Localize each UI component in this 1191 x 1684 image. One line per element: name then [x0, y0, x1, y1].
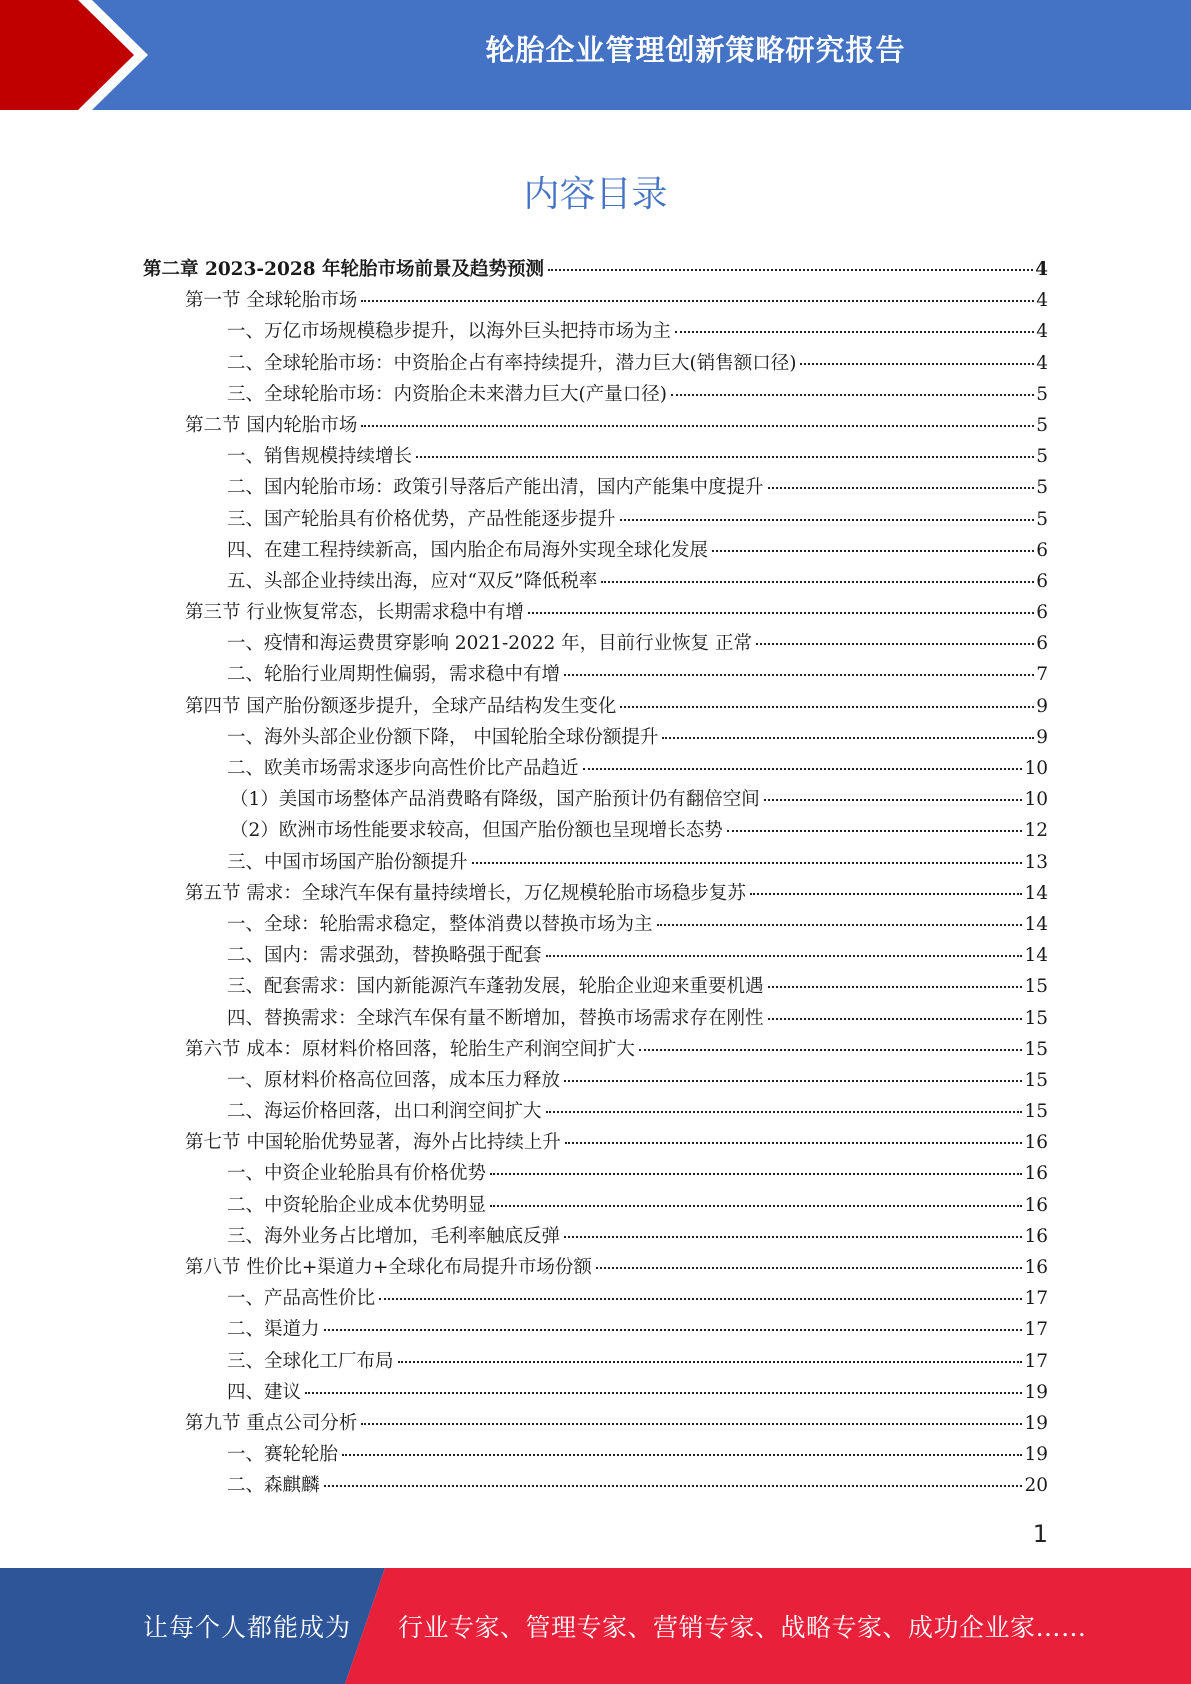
toc-dot-leader	[768, 1018, 1023, 1020]
toc-entry-page: 16	[1024, 1225, 1048, 1247]
toc-entry-page: 10	[1024, 758, 1048, 779]
toc-dot-leader	[662, 737, 1034, 739]
toc-entry-title: 二、欧美市场需求逐步向高性价比产品趋近	[227, 758, 579, 779]
toc-dot-leader	[564, 674, 1034, 676]
toc-entry-page: 17	[1024, 1350, 1048, 1372]
footer-banner	[0, 1568, 1191, 1684]
footer-slogan-left: 让每个人都能成为	[143, 1613, 352, 1642]
toc-entry-title: 第二章 2023-2028 年轮胎市场前景及趋势预测	[143, 259, 545, 280]
toc-dot-leader	[379, 1298, 1022, 1300]
toc-entry-title: 四、替换需求：全球汽车保有量不断增加，替换市场需求存在刚性	[227, 1007, 764, 1029]
toc-entry[interactable]	[143, 1346, 1048, 1377]
toc-entry-page: 16	[1024, 1163, 1048, 1185]
toc-entry-title: 第二节 国内轮胎市场	[185, 414, 358, 436]
toc-dot-leader	[361, 425, 1034, 427]
toc-dot-leader	[416, 456, 1034, 458]
toc-entry-title: 一、赛轮轮胎	[227, 1444, 339, 1466]
toc-entry[interactable]	[143, 566, 1048, 597]
toc-dot-leader	[756, 643, 1034, 645]
toc-dot-leader	[305, 1392, 1022, 1394]
toc-entry[interactable]	[143, 1065, 1048, 1096]
toc-entry-title: 第八节 性价比+渠道力+全球化布局提升市场份额	[185, 1257, 592, 1278]
toc-entry-title: 二、中资轮胎企业成本优势明显	[227, 1194, 487, 1216]
toc-entry-title: 三、全球化工厂布局	[227, 1350, 394, 1372]
toc-entry[interactable]	[143, 1470, 1048, 1501]
table-of-contents	[143, 254, 1048, 1502]
toc-dot-leader	[601, 581, 1034, 583]
toc-entry-page: 9	[1036, 726, 1048, 748]
toc-entry[interactable]	[143, 1127, 1048, 1158]
toc-dot-leader	[712, 550, 1034, 552]
toc-entry-title: 第四节 国产胎份额逐步提升，全球产品结构发生变化	[185, 695, 617, 717]
toc-entry-page: 9	[1036, 695, 1048, 717]
toc-entry[interactable]	[143, 753, 1048, 784]
toc-dot-leader	[546, 1111, 1023, 1113]
toc-entry[interactable]	[143, 815, 1048, 846]
toc-entry[interactable]	[143, 441, 1048, 472]
toc-dot-leader	[398, 1361, 1023, 1363]
toc-dot-leader	[639, 1049, 1023, 1051]
toc-entry-title: 五、头部企业持续出海，应对“双反”降低税率	[227, 570, 598, 592]
toc-entry-title: 二、海运价格回落，出口利润空间扩大	[227, 1101, 542, 1123]
toc-dot-leader	[548, 269, 1033, 271]
toc-dot-leader	[620, 706, 1034, 708]
toc-entry[interactable]	[143, 597, 1048, 628]
toc-entry-title: 三、国产轮胎具有价格优势，产品性能逐步提升	[227, 508, 616, 530]
toc-entry-page: 4	[1036, 321, 1048, 343]
toc-entry-title: 第九节 重点公司分析	[185, 1412, 358, 1434]
toc-entry-title: 第六节 成本：原材料价格回落，轮胎生产利润空间扩大	[185, 1038, 635, 1060]
toc-entry-page: 15	[1024, 1101, 1048, 1123]
toc-dot-leader	[750, 893, 1023, 895]
toc-entry-title: 第一节 全球轮胎市场	[185, 290, 358, 312]
toc-dot-leader	[620, 519, 1035, 521]
toc-entry-page: 4	[1036, 290, 1048, 312]
toc-entry[interactable]	[143, 878, 1048, 909]
toc-entry[interactable]	[143, 1158, 1048, 1189]
toc-entry[interactable]	[143, 1221, 1048, 1252]
toc-dot-leader	[596, 1267, 1023, 1269]
toc-entry-page: 14	[1024, 945, 1048, 967]
toc-entry-page: 5	[1036, 477, 1048, 499]
toc-entry-title: 二、国内：需求强劲，替换略强于配套	[227, 945, 542, 967]
toc-entry[interactable]	[143, 1096, 1048, 1127]
toc-entry-title: 二、国内轮胎市场：政策引导落后产能出清，国内产能集中度提升	[227, 477, 764, 499]
toc-dot-leader	[490, 1205, 1022, 1207]
footer-slogan-right: 行业专家、管理专家、营销专家、战略专家、成功企业家……	[398, 1613, 1087, 1642]
toc-entry-page: 5	[1036, 414, 1048, 436]
toc-entry[interactable]	[143, 504, 1048, 535]
toc-entry-page: 16	[1024, 1257, 1048, 1278]
toc-entry[interactable]	[143, 472, 1048, 503]
toc-dot-leader	[564, 1236, 1022, 1238]
toc-dot-leader	[472, 862, 1023, 864]
toc-entry[interactable]	[143, 379, 1048, 410]
toc-entry-page: 16	[1024, 1132, 1048, 1154]
toc-entry-title: 一、海外头部企业份额下降， 中国轮胎全球份额提升	[227, 726, 659, 748]
header-banner	[0, 0, 1191, 110]
toc-entry[interactable]	[143, 254, 1048, 285]
toc-dot-leader	[675, 331, 1034, 333]
toc-entry[interactable]	[143, 971, 1048, 1002]
toc-entry[interactable]	[143, 1408, 1048, 1439]
toc-entry-title: 第七节 中国轮胎优势显著，海外占比持续上升	[185, 1132, 561, 1154]
toc-entry-title: 一、疫情和海运费贯穿影响 2021-2022 年，目前行业恢复 正常	[227, 633, 753, 655]
toc-entry[interactable]	[143, 1377, 1048, 1408]
toc-entry-title: 二、渠道力	[227, 1319, 320, 1341]
toc-entry-title: 三、全球轮胎市场：内资胎企未来潜力巨大(产量口径)	[227, 383, 667, 405]
toc-entry-page: 16	[1024, 1194, 1048, 1216]
toc-dot-leader	[583, 768, 1023, 770]
toc-entry-title: 一、全球：轮胎需求稳定，整体消费以替换市场为主	[227, 913, 653, 935]
toc-entry[interactable]	[143, 285, 1048, 316]
toc-entry[interactable]	[143, 628, 1048, 659]
toc-entry[interactable]	[143, 691, 1048, 722]
toc-entry-page: 20	[1024, 1475, 1048, 1497]
toc-entry-title: 四、建议	[227, 1381, 302, 1403]
toc-dot-leader	[324, 1329, 1023, 1331]
toc-entry-page: 15	[1024, 1038, 1048, 1060]
toc-entry-title: 二、轮胎行业周期性偏弱，需求稳中有增	[227, 664, 561, 686]
toc-entry-page: 15	[1024, 1007, 1048, 1029]
toc-entry[interactable]	[143, 909, 1048, 940]
toc-entry-page: 6	[1036, 539, 1048, 561]
toc-entry-page: 17	[1024, 1288, 1048, 1310]
toc-entry[interactable]	[143, 847, 1048, 878]
toc-entry-page: 5	[1036, 383, 1048, 405]
toc-entry-title: 一、中资企业轮胎具有价格优势	[227, 1163, 487, 1185]
toc-entry-page: 4	[1036, 352, 1048, 374]
toc-entry[interactable]	[143, 1003, 1048, 1034]
toc-entry-title: 第五节 需求：全球汽车保有量持续增长，万亿规模轮胎市场稳步复苏	[185, 882, 746, 904]
toc-entry[interactable]	[143, 659, 1048, 690]
toc-dot-leader	[768, 487, 1035, 489]
toc-entry-title: 一、原材料价格高位回落，成本压力释放	[227, 1069, 561, 1091]
toc-entry-title: （2）欧洲市场性能要求较高，但国产胎份额也呈现增长态势	[230, 820, 723, 842]
toc-entry[interactable]	[143, 1252, 1048, 1283]
toc-dot-leader	[342, 1454, 1022, 1456]
toc-entry[interactable]	[143, 1283, 1048, 1314]
toc-dot-leader	[546, 955, 1023, 957]
toc-entry-title: 一、销售规模持续增长	[227, 446, 413, 468]
toc-dot-leader	[657, 924, 1023, 926]
toc-entry-page: 19	[1024, 1381, 1048, 1403]
toc-dot-leader	[528, 612, 1034, 614]
toc-entry-page: 7	[1036, 664, 1048, 686]
toc-dot-leader	[361, 300, 1034, 302]
toc-entry-page: 17	[1024, 1319, 1048, 1341]
toc-dot-leader	[800, 363, 1034, 365]
toc-entry-page: 6	[1036, 570, 1048, 592]
toc-dot-leader	[564, 1080, 1022, 1082]
toc-entry-title: 三、中国市场国产胎份额提升	[227, 851, 468, 873]
toc-entry-title: 三、配套需求：国内新能源汽车蓬勃发展，轮胎企业迎来重要机遇	[227, 976, 764, 998]
toc-entry-page: 15	[1024, 976, 1048, 998]
toc-entry-page: 19	[1024, 1412, 1048, 1434]
toc-entry-title: 二、全球轮胎市场：中资胎企占有率持续提升，潜力巨大(销售额口径)	[227, 352, 797, 374]
toc-entry[interactable]	[143, 940, 1048, 971]
toc-entry-title: 第三节 行业恢复常态，长期需求稳中有增	[185, 602, 524, 624]
toc-entry-page: 15	[1024, 1069, 1048, 1091]
toc-entry[interactable]	[143, 1439, 1048, 1470]
toc-entry-title: 四、在建工程持续新高，国内胎企布局海外实现全球化发展	[227, 539, 709, 561]
toc-dot-leader	[490, 1173, 1022, 1175]
toc-dot-leader	[671, 394, 1034, 396]
toc-dot-leader	[565, 1142, 1023, 1144]
toc-entry-title: （1）美国市场整体产品消费略有降级，国产胎预计仍有翻倍空间	[230, 789, 760, 811]
toc-entry-title: 二、森麒麟	[227, 1475, 320, 1497]
toc-entry[interactable]	[143, 410, 1048, 441]
toc-entry-page: 5	[1036, 446, 1048, 468]
toc-entry-page: 10	[1024, 789, 1048, 811]
toc-entry-page: 13	[1024, 851, 1048, 873]
report-title: 轮胎企业管理创新策略研究报告	[485, 33, 906, 67]
toc-entry[interactable]	[143, 1034, 1048, 1065]
toc-entry[interactable]	[143, 535, 1048, 566]
toc-entry-page: 4	[1035, 259, 1048, 280]
toc-entry-page: 12	[1024, 820, 1048, 842]
toc-entry-page: 6	[1036, 633, 1048, 655]
toc-dot-leader	[764, 799, 1023, 801]
toc-entry[interactable]	[143, 784, 1048, 815]
toc-entry-page: 19	[1024, 1444, 1048, 1466]
page-number: 1	[1032, 1520, 1048, 1548]
toc-entry[interactable]	[143, 1314, 1048, 1345]
toc-heading: 内容目录	[523, 174, 668, 215]
toc-entry-title: 三、海外业务占比增加，毛利率触底反弹	[227, 1225, 561, 1247]
toc-entry-title: 一、产品高性价比	[227, 1288, 376, 1310]
toc-entry-page: 6	[1036, 602, 1048, 624]
toc-dot-leader	[768, 986, 1023, 988]
toc-entry-page: 5	[1036, 508, 1048, 530]
toc-dot-leader	[324, 1485, 1023, 1487]
toc-entry-title: 一、万亿市场规模稳步提升，以海外巨头把持市场为主	[227, 321, 672, 343]
toc-entry-page: 14	[1024, 913, 1048, 935]
toc-entry-page: 14	[1024, 882, 1048, 904]
toc-dot-leader	[727, 830, 1023, 832]
toc-entry[interactable]	[143, 1190, 1048, 1221]
toc-entry[interactable]	[143, 316, 1048, 347]
toc-entry[interactable]	[143, 348, 1048, 379]
toc-dot-leader	[361, 1423, 1022, 1425]
toc-entry[interactable]	[143, 722, 1048, 753]
